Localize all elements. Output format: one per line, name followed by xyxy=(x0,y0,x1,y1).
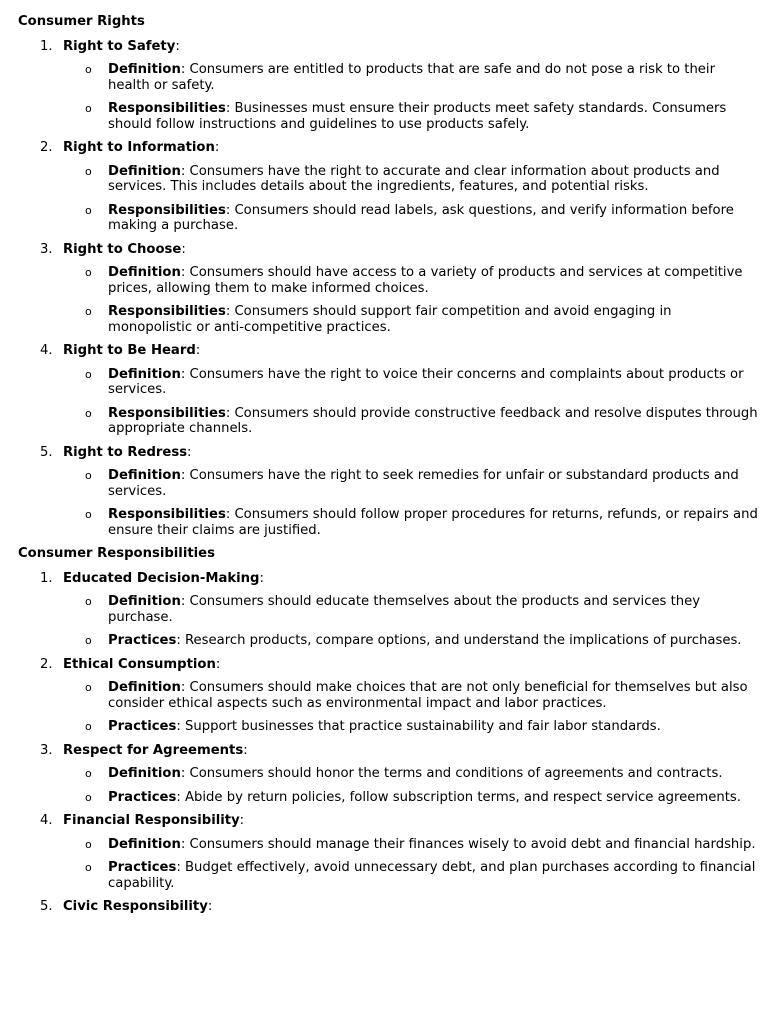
sub-item-label: Responsibilities xyxy=(108,507,226,522)
sub-item-text: Consumers should follow proper procedures for returns, refunds, or repairs and ensure their claims are justified. xyxy=(108,507,758,538)
sub-list-item xyxy=(18,468,758,499)
list-item xyxy=(18,899,758,915)
section-heading: Consumer Rights xyxy=(18,14,145,29)
sub-item-text: Consumers should provide constructive feedback and resolve disputes through appropriate channels. xyxy=(108,405,758,436)
circle-bullet-icon: o xyxy=(85,767,92,780)
numbered-list xyxy=(18,571,758,915)
sub-item-label: Definition xyxy=(108,62,181,77)
circle-bullet-icon: o xyxy=(85,595,92,608)
list-item-title: Educated Decision-Making xyxy=(63,570,260,586)
list-item-title: Civic Responsibility xyxy=(63,899,208,914)
list-item xyxy=(18,242,758,258)
list-item-title: Right to Safety xyxy=(63,38,176,54)
list-item-number: 4. xyxy=(40,343,53,358)
sub-item-label: Responsibilities xyxy=(108,202,226,218)
sub-list-item xyxy=(18,62,758,93)
sub-item-text: Budget effectively, avoid unnecessary debt, and plan purchases according to financial capability. xyxy=(108,860,756,891)
list-item xyxy=(18,571,758,587)
sub-item-label: Definition xyxy=(108,163,181,179)
sub-item-separator: : xyxy=(180,468,190,483)
circle-bullet-icon: o xyxy=(85,634,92,647)
sub-item-text: Consumers have the right to voice their concerns and complaints about products or services. xyxy=(108,366,744,397)
sub-list-item xyxy=(18,101,758,132)
list-item-number: 2. xyxy=(40,656,53,672)
sub-item-text: Abide by return policies, follow subscription terms, and respect service agreements. xyxy=(184,789,741,805)
list-item-colon: : xyxy=(181,241,186,257)
list-item xyxy=(18,813,758,829)
sub-item-separator: : xyxy=(225,202,235,218)
sub-item-separator: : xyxy=(180,766,190,781)
list-item-title: Right to Choose xyxy=(63,241,182,257)
list-item-colon: : xyxy=(259,570,264,586)
sub-list-item xyxy=(18,837,758,853)
sub-item-label: Practices xyxy=(108,789,177,805)
sub-item-text: Consumers should educate themselves about the products and services they purchase. xyxy=(108,594,701,625)
sub-item-separator: : xyxy=(225,405,235,421)
list-item-colon: : xyxy=(207,899,213,914)
sub-list-item xyxy=(18,265,758,296)
section-heading: Consumer Responsibilities xyxy=(18,546,215,561)
circle-bullet-icon: o xyxy=(85,790,92,804)
list-item-number: 4. xyxy=(40,813,53,828)
circle-bullet-icon: o xyxy=(85,861,92,874)
list-item-colon: : xyxy=(175,38,180,54)
list-item-title: Respect for Agreements xyxy=(63,742,244,758)
list-item xyxy=(18,743,758,759)
sub-item-label: Definition xyxy=(108,468,181,483)
list-item-title: Right to Information xyxy=(63,140,215,155)
list-item xyxy=(18,657,758,673)
list-item-number: 2. xyxy=(40,140,53,155)
circle-bullet-icon: o xyxy=(85,203,92,217)
sub-item-label: Responsibilities xyxy=(108,304,226,319)
list-item-colon: : xyxy=(195,343,201,358)
sub-list-item xyxy=(18,594,758,625)
sub-item-separator: : xyxy=(180,594,190,609)
sub-list-item xyxy=(18,790,758,806)
sub-item-text: Consumers should read labels, ask questions, and verify information before making a purchase. xyxy=(108,202,734,233)
sub-list-item xyxy=(18,367,758,398)
sub-list-item xyxy=(18,719,758,735)
numbered-list xyxy=(18,39,758,539)
sub-item-text: Businesses must ensure their products meet safety standards. Consumers should follow instructions and guidelines to use products safely. xyxy=(108,101,727,132)
circle-bullet-icon: o xyxy=(85,406,92,420)
sub-item-label: Definition xyxy=(108,594,181,609)
sub-item-separator: : xyxy=(176,633,185,648)
circle-bullet-icon: o xyxy=(85,720,92,733)
sub-item-text: Consumers should honor the terms and conditions of agreements and contracts. xyxy=(189,766,723,781)
circle-bullet-icon: o xyxy=(85,508,92,521)
sub-item-text: Support businesses that practice sustainability and fair labor standards. xyxy=(184,719,661,734)
sub-item-separator: : xyxy=(180,680,190,695)
list-item-colon: : xyxy=(187,444,192,460)
list-item-colon: : xyxy=(243,742,248,758)
sub-item-text: Consumers have the right to accurate and clear information about products and services. This includes details about the ingredients, features, and potential risks. xyxy=(108,163,720,194)
sub-list-item xyxy=(18,164,758,195)
sub-item-text: Consumers should make choices that are not only beneficial for themselves but also consider ethical aspects such as environmental impact and labor practices. xyxy=(108,680,748,711)
sub-item-label: Practices xyxy=(108,633,177,648)
sub-item-text: Consumers should support fair competition and avoid engaging in monopolistic or anti-competitive practices. xyxy=(108,304,672,335)
list-item-number: 5. xyxy=(40,444,53,460)
sub-item-label: Definition xyxy=(108,766,181,781)
sub-item-separator: : xyxy=(176,789,185,805)
list-item-number: 1. xyxy=(40,570,53,586)
document-page xyxy=(18,14,758,923)
sub-item-text: Consumers should manage their finances wisely to avoid debt and financial hardship. xyxy=(189,836,756,852)
sub-item-label: Practices xyxy=(108,860,177,875)
sub-item-label: Practices xyxy=(108,719,177,734)
list-item-colon: : xyxy=(215,656,221,672)
sub-item-separator: : xyxy=(176,719,185,734)
sub-list-item xyxy=(18,860,758,891)
list-item-number: 3. xyxy=(40,241,53,257)
circle-bullet-icon: o xyxy=(85,681,92,694)
sub-item-separator: : xyxy=(225,304,235,319)
sub-item-label: Responsibilities xyxy=(108,405,226,421)
sub-list-item xyxy=(18,766,758,782)
sub-list-item xyxy=(18,406,758,437)
circle-bullet-icon: o xyxy=(85,63,92,76)
sub-list-item xyxy=(18,633,758,649)
list-item-number: 3. xyxy=(40,742,53,758)
circle-bullet-icon: o xyxy=(85,837,92,851)
circle-bullet-icon: o xyxy=(85,266,92,279)
list-item-number: 1. xyxy=(40,38,53,54)
sub-item-separator: : xyxy=(225,507,235,522)
sub-item-separator: : xyxy=(180,366,190,382)
sub-item-label: Definition xyxy=(108,366,181,382)
list-item-title: Financial Responsibility xyxy=(63,813,240,828)
sub-item-label: Definition xyxy=(108,265,181,280)
list-item xyxy=(18,445,758,461)
list-item-title: Ethical Consumption xyxy=(63,656,216,672)
sub-item-separator: : xyxy=(180,836,190,852)
sub-item-label: Responsibilities xyxy=(108,101,226,116)
sub-item-text: Consumers have the right to seek remedies for unfair or substandard products and services. xyxy=(108,468,739,499)
list-item-colon: : xyxy=(239,813,245,828)
sub-item-label: Definition xyxy=(108,680,181,695)
sub-item-separator: : xyxy=(180,62,190,77)
list-item-colon: : xyxy=(214,140,220,155)
sub-item-separator: : xyxy=(176,860,185,875)
sub-item-label: Definition xyxy=(108,836,181,852)
list-item xyxy=(18,140,758,156)
sub-list-item xyxy=(18,507,758,538)
circle-bullet-icon: o xyxy=(85,469,92,482)
sub-item-text: Consumers should have access to a variety of products and services at competitive prices, allowing them to make informed choices. xyxy=(108,265,743,296)
list-item-title: Right to Be Heard xyxy=(63,343,196,358)
sub-item-text: Consumers are entitled to products that are safe and do not pose a risk to their health or safety. xyxy=(108,62,716,93)
sub-list-item xyxy=(18,680,758,711)
list-item-number: 5. xyxy=(40,899,53,914)
sub-item-separator: : xyxy=(225,101,235,116)
list-item-title: Right to Redress xyxy=(63,444,188,460)
sub-list-item xyxy=(18,203,758,234)
sub-list-item xyxy=(18,304,758,335)
circle-bullet-icon: o xyxy=(85,367,92,381)
circle-bullet-icon: o xyxy=(85,305,92,318)
list-item xyxy=(18,39,758,55)
sub-item-text: Research products, compare options, and understand the implications of purchases. xyxy=(184,633,742,648)
sub-item-separator: : xyxy=(180,163,190,179)
circle-bullet-icon: o xyxy=(85,102,92,115)
list-item xyxy=(18,343,758,359)
circle-bullet-icon: o xyxy=(85,164,92,178)
sub-item-separator: : xyxy=(180,265,190,280)
